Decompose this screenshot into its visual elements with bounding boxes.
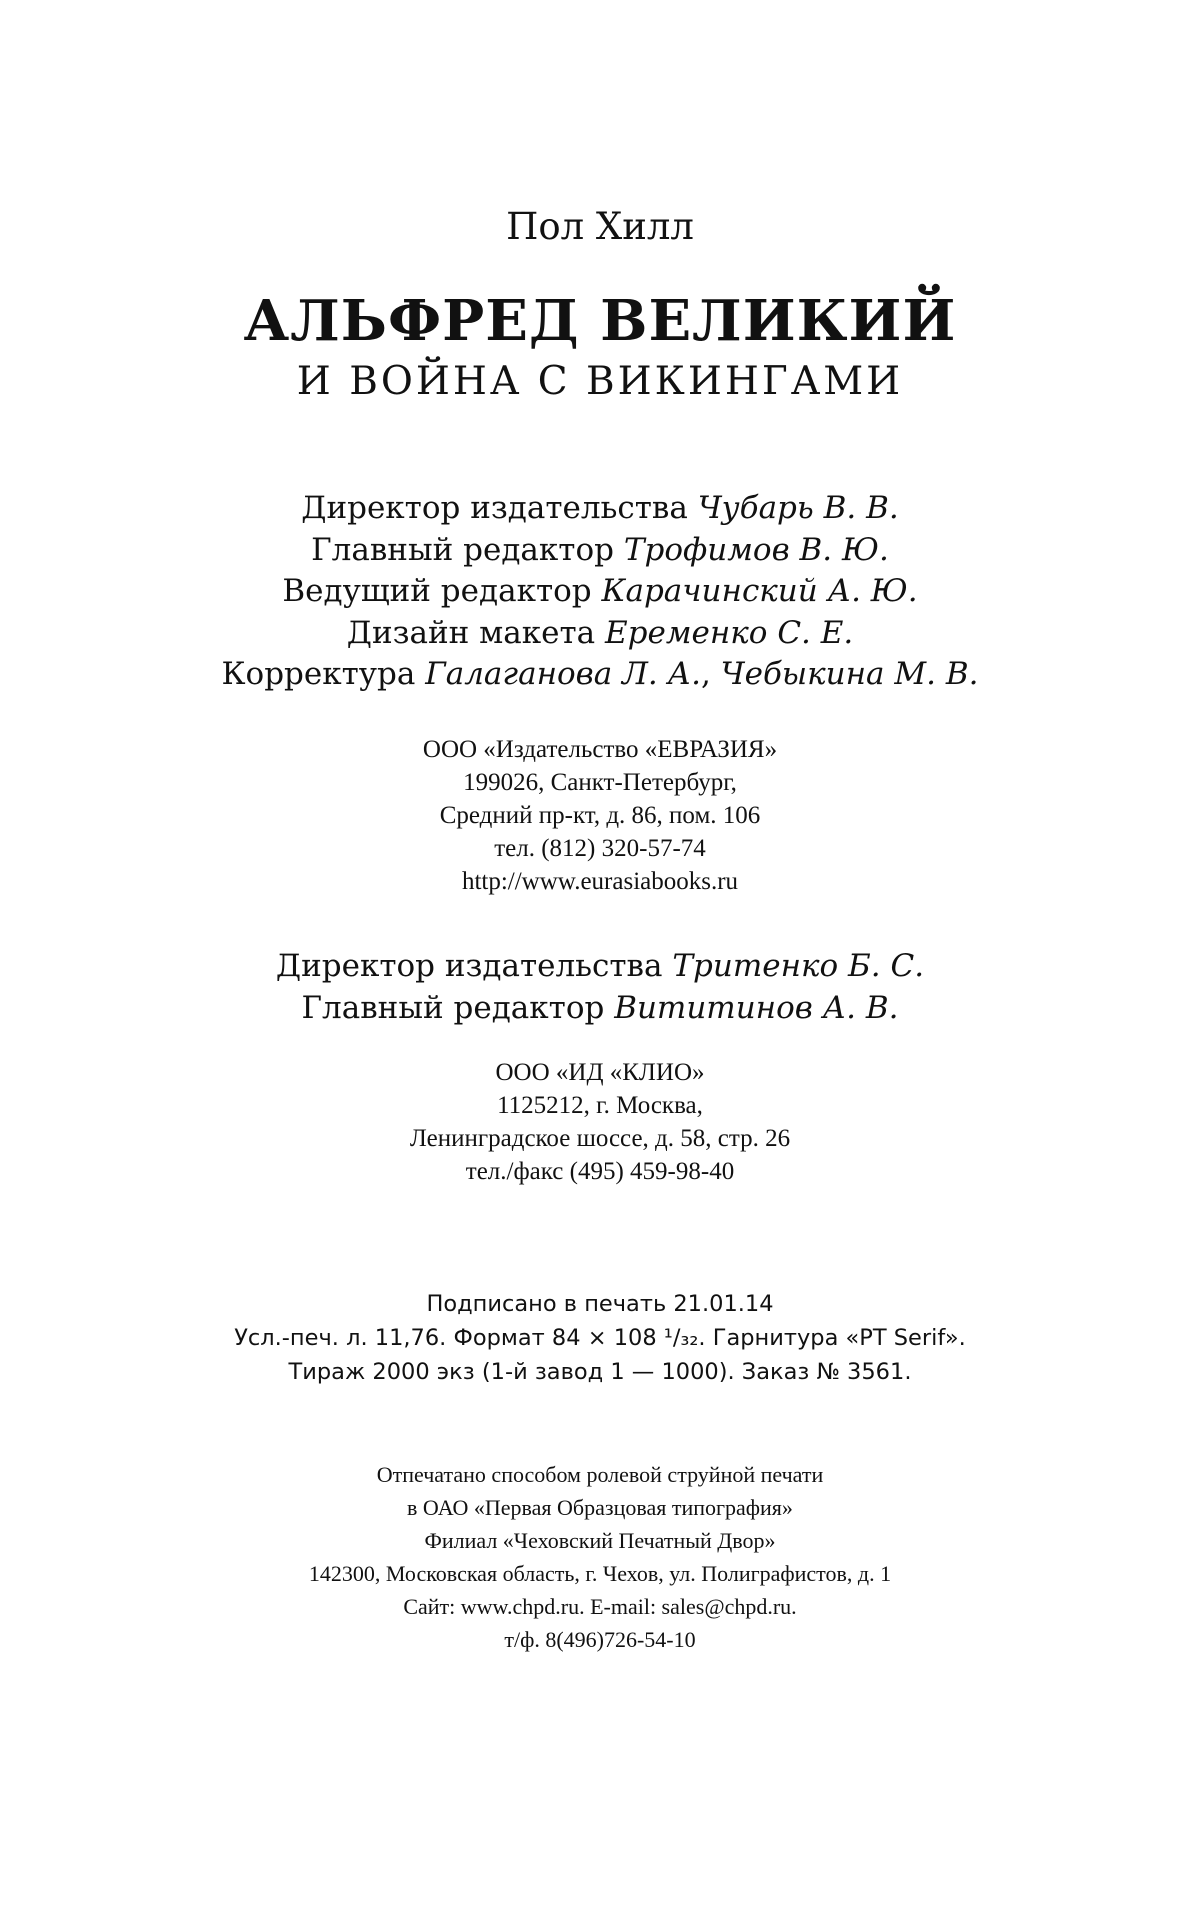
subtitle-text: И ВОЙНА С ВИКИНГАМИ [296,359,904,404]
staff-name: Чубарь В. В. [697,490,899,526]
staff-line [0,613,1200,655]
publisher-website: http://www.eurasiabooks.ru [461,868,739,895]
staff-role: Корректура [221,656,416,692]
staff-role: Главный редактор [311,531,614,568]
staff-name: Трофимов В. Ю. [623,531,889,568]
klio-staff-credits [0,946,1200,1029]
print-format: Усл.-печ. л. 11,76. Формат 84 × 108 ¹/₃₂. Гарнитура «PT Serif». [234,1325,966,1351]
publisher-name: ООО «Издательство «ЕВРАЗИЯ» [422,736,778,763]
eurasia-publisher-info [0,733,1200,898]
staff-line [0,530,1200,572]
author-name [0,205,1200,249]
eurasia-staff-credits [0,488,1200,696]
publisher-phone: тел. (812) 320-57-74 [494,835,706,862]
staff-line [0,571,1200,613]
staff-name: Галаганова Л. А. [425,656,701,692]
staff-line [0,988,1200,1030]
staff-name: Тритенко Б. С. [672,948,925,984]
publisher-name: ООО «ИД «КЛИО» [495,1059,705,1086]
publisher-address: Ленинградское шоссе, д. 58, стр. 26 [409,1125,791,1152]
publisher-address: 199026, Санкт-Петербург, [463,769,737,796]
staff-name-second: Чебыкина М. В. [720,656,979,692]
printer-contacts: Сайт: www.chpd.ru. E-mail: sales@chpd.ru. [403,1594,797,1619]
printer-phone: т/ф. 8(496)726-54-10 [504,1627,696,1652]
staff-name: Вититинов А. В. [614,989,899,1026]
staff-role: Главный редактор [301,989,605,1026]
printer-info [0,1458,1200,1656]
print-details [0,1287,1200,1389]
staff-line [0,946,1200,988]
signed-to-print: Подписано в печать 21.01.14 [426,1291,774,1317]
staff-name: Еременко С. Е. [605,614,854,651]
printer-address: 142300, Московская область, г. Чехов, ул. Полиграфистов, д. 1 [308,1561,892,1586]
title-text: АЛЬФРЕД ВЕЛИКИЙ [243,288,957,354]
publisher-address: 1125212, г. Москва, [497,1092,703,1119]
printer-line: Филиал «Чеховский Печатный Двор» [424,1528,776,1553]
staff-role: Директор издательства [301,490,688,526]
print-circulation: Тираж 2000 экз (1-й завод 1 — 1000). Заказ № 3561. [288,1359,912,1385]
staff-line [0,488,1200,530]
staff-role: Директор издательства [275,948,663,984]
staff-line [0,654,1200,696]
publisher-address: Средний пр-кт, д. 86, пом. 106 [439,802,761,829]
author-text: Пол Хилл [506,205,694,248]
klio-publisher-info [0,1056,1200,1188]
book-subtitle [0,358,1200,406]
staff-role: Дизайн макета [346,614,596,651]
publisher-phone: тел./факс (495) 459-98-40 [465,1158,735,1185]
printer-line: в ОАО «Первая Образцовая типография» [407,1495,793,1520]
printer-line: Отпечатано способом ролевой струйной печати [376,1462,824,1487]
name-separator: , [700,656,711,692]
book-title [0,288,1200,354]
staff-role: Ведущий редактор [282,573,592,609]
staff-name: Карачинский А. Ю. [601,573,918,609]
